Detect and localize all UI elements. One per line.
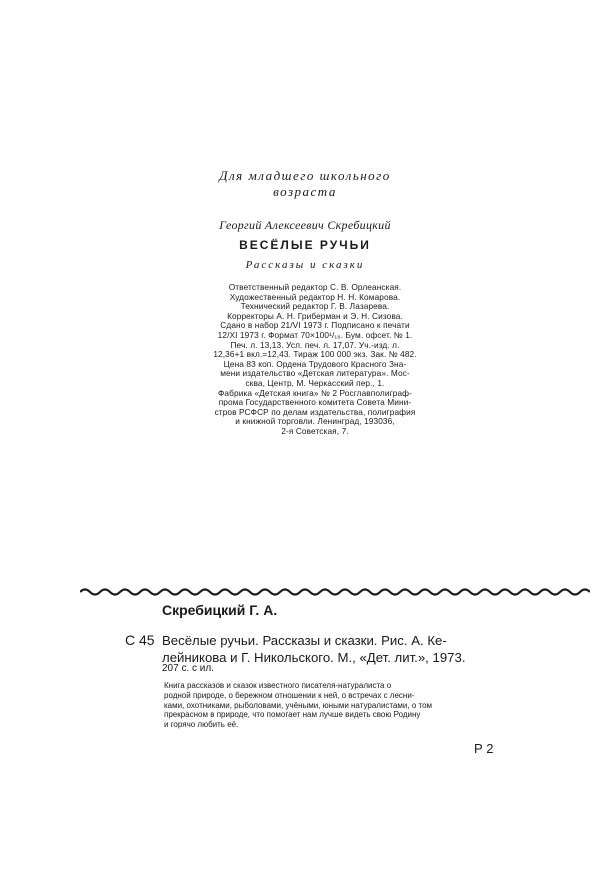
catalog-index: С 45 (125, 632, 155, 648)
book-title: ВЕСЁЛЫЕ РУЧЬИ (239, 238, 371, 252)
annotation-line: прекрасном в природе, что помогает нам лучше видеть свою Родину (164, 710, 421, 720)
wavy-divider (80, 584, 590, 600)
imprint-line: прома Государственного комитета Совета Мини- (218, 397, 412, 408)
age-note (200, 168, 410, 200)
imprint-line: 2-я Советская, 7. (281, 425, 349, 436)
imprint-line: 12/XI 1973 г. Формат 70×100¹/₁₆. Бум. офсет. № 1. (217, 329, 413, 340)
catalog-description-line: Весёлые ручьи. Рассказы и сказки. Рис. А. Ке- (162, 633, 447, 648)
imprint-line: Художественный редактор Н. Н. Комарова. (229, 291, 401, 302)
annotation-line: Книга рассказов и сказок известного писателя-натуралиста о (164, 681, 392, 690)
imprint-line: сква, Центр, М. Черкасский пер., 1. (245, 377, 385, 388)
imprint-line: Технический редактор Г. В. Лазарева. (240, 301, 390, 312)
book-subtitle: Рассказы и сказки (245, 259, 365, 271)
imprint-block (193, 283, 437, 437)
catalog-description (162, 632, 502, 666)
imprint-line: Цена 83 коп. Ордена Трудового Красного Зна- (223, 358, 407, 369)
imprint-line: Сдано в набор 21/VI 1973 г. Подписано к печати (220, 320, 410, 331)
catalog-annotation (164, 681, 504, 730)
age-note-line: возраста (273, 184, 337, 199)
age-note-line: Для младшего школьного (219, 168, 391, 183)
catalog-description-line: лейникова и Г. Никольского. М., «Дет. лит.», 1973. (162, 650, 466, 665)
catalog-card-author: Скребицкий Г. А. (162, 602, 278, 618)
imprint-line: и книжной торговли. Ленинград, 193036, (235, 416, 395, 427)
imprint-line: 12,36+1 вкл.=12,43. Тираж 100 000 экз. Зак. № 482. (213, 349, 417, 360)
imprint-line: Печ. л. 13,13. Усл. печ. л. 17,07. Уч.-изд. л. (230, 339, 400, 350)
annotation-line: и горячо любить её. (164, 720, 239, 730)
imprint-line: Фабрика «Детская книга» № 2 Росглавполиграф- (218, 387, 412, 398)
annotation-line: родной природе, о бережном отношении к ней, о встречах с лесни- (164, 690, 415, 700)
imprint-line: Ответственный редактор С. В. Орлеанская. (228, 282, 402, 292)
imprint-line: Корректоры А. Н. Гриберман и Э. Н. Сизова. (227, 310, 403, 321)
catalog-pages: 207 с. с ил. (162, 663, 214, 674)
annotation-line: ками, охотниками, рыболовами, учёными, юными натуралистами, о том (164, 700, 433, 710)
book-author: Георгий Алексеевич Скребицкий (219, 218, 391, 232)
imprint-line: мени издательство «Детская литература». Мос- (220, 368, 410, 379)
imprint-line: стров РСФСР по делам издательства, полиграфия (214, 406, 416, 417)
classification-code: Р 2 (474, 741, 494, 756)
